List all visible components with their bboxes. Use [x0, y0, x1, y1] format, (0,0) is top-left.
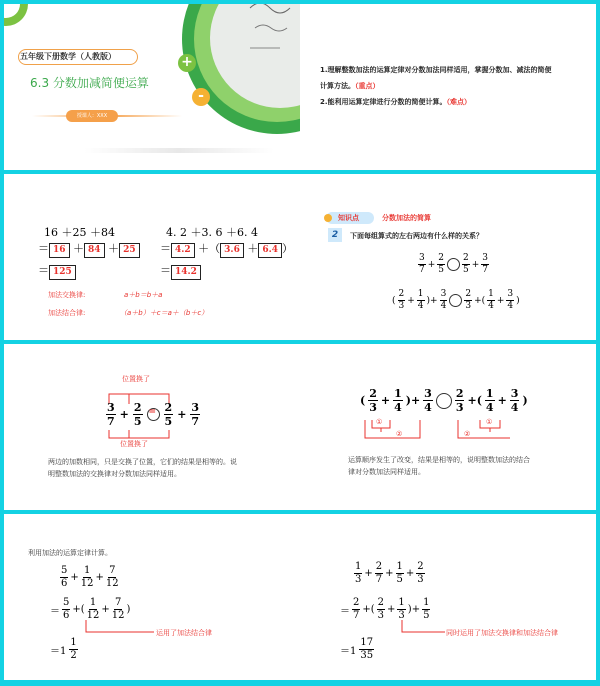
practice-intro: 利用加法的运算定律计算。 — [28, 549, 112, 557]
box-14-2: 14.2 — [171, 265, 201, 280]
box-25: 25 — [119, 243, 140, 258]
expr-a-result: ＝ 125 — [38, 262, 76, 280]
order-1-left: ① — [376, 418, 383, 426]
handwriting-photo — [210, 4, 300, 108]
associative-explanation: 运算顺序发生了改变，结果是相等的，说明整数加法的结合 律对分数加法同样适用。 — [348, 456, 530, 476]
box-16: 16 — [49, 243, 70, 258]
law-associative-formula: （a＋b）＋c＝a＋（b＋c） — [120, 309, 209, 317]
minus-icon: - — [192, 88, 210, 106]
slide-associative[interactable] — [300, 344, 596, 510]
practice-1-note: 运用了加法结合律 — [156, 629, 212, 637]
practice-2-note: 同时运用了加法交换律和加法结合律 — [446, 629, 558, 637]
example-number: 2 — [328, 228, 342, 242]
practice-2-step: ＝ $\frac{2}{7}$ +( $\frac{2}{3}$ + $\frac{1}{3}$ )+ $\frac{1}{5}$ — [340, 597, 430, 621]
commutative-equation: $\frac{3}{7}$ + $\frac{2}{5}$ = $\frac{2}{5}$ + $\frac{3}{7}$ — [107, 401, 200, 428]
page-title: 6.3 分数加减简便运算 — [30, 76, 149, 90]
slide-title[interactable] — [4, 4, 300, 170]
box-3-6: 3.6 — [220, 243, 244, 258]
question-text: 下面每组算式的左右两边有什么样的关系？ — [350, 232, 483, 240]
expr-b-step: ＝ 4.2 ＋（ 3.6 ＋ 6.4 ） — [160, 240, 293, 258]
practice-1-pointer — [84, 620, 164, 640]
equal-circle: = — [147, 408, 160, 421]
photo-circle — [210, 4, 300, 108]
practice-1-expr: $\frac{5}{6}$ + $\frac{1}{12}$ + $\frac{7}{12}$ — [61, 565, 119, 589]
box-125: 125 — [49, 265, 76, 280]
practice-1-step: ＝ $\frac{5}{6}$ +( $\frac{1}{12}$ + $\frac{7}{12}$ ) — [50, 597, 131, 621]
slide-integer-review[interactable] — [4, 174, 300, 340]
order-1-right: ① — [486, 418, 493, 426]
objective-line-1: 1.理解整数加法的运算定律对分数加法同样适用，掌握分数加、减法的简便 — [320, 66, 552, 74]
law-commutative-formula: a＋b＝b＋a — [124, 291, 163, 299]
expr-b-result: ＝ 14.2 — [160, 262, 201, 280]
order-brackets — [360, 420, 530, 442]
knowledge-badge: 知识点 — [338, 214, 359, 222]
law-commutative: 加法交换律: — [48, 291, 86, 299]
presenter-badge: 授课人：XXX — [66, 110, 118, 122]
compare-row-1: $\frac{3}{7}$ + $\frac{2}{5}$ $\frac{2}{5}$ + $\frac{3}{7}$ — [419, 253, 489, 275]
practice-1-result: ＝1 $\frac{1}{2}$ — [50, 637, 77, 661]
associative-equation: ( $\frac{2}{3}$ + $\frac{1}{4}$ )+ $\frac{3}{4}$ $\frac{2}{3}$ +( $\frac{1}{4}$ + $\frac{3}{4}$ ) — [360, 387, 528, 414]
badge-dot — [324, 214, 332, 222]
law-associative: 加法结合律: — [48, 309, 86, 317]
compare-circle-1[interactable] — [447, 258, 460, 271]
box-6-4: 6.4 — [258, 243, 282, 258]
section-heading: 分数加法的简算 — [382, 214, 431, 222]
practice-2-result: ＝1 $\frac{17}{35}$ — [340, 637, 374, 661]
practice-2-expr: $\frac{1}{3}$ + $\frac{2}{7}$ + $\frac{1}{5}$ + $\frac{2}{3}$ — [355, 561, 424, 585]
course-name: 五年级下册数学（人教版） — [20, 52, 116, 61]
compare-circle-2[interactable] — [449, 294, 462, 307]
expr-a-step: ＝ 16 ＋ 84 ＋ 25 — [38, 240, 140, 258]
slide-objectives[interactable] — [300, 4, 596, 170]
expr-a: 16 ＋25 ＋84 — [44, 226, 115, 239]
box-4-2: 4.2 — [171, 243, 195, 258]
difficulty-tag: （难点） — [446, 98, 472, 106]
key-tag: （重点） — [355, 82, 380, 90]
swap-label-bottom: 位置换了 — [120, 440, 148, 448]
order-2-right: ② — [464, 430, 471, 438]
expr-b: 4. 2 ＋3. 6 ＋6. 4 — [166, 226, 258, 239]
objective-line-3: 2.能利用运算定律进行分数的简便计算。（难点） — [320, 98, 472, 106]
plus-icon: + — [178, 54, 196, 72]
box-84: 84 — [84, 243, 105, 258]
objective-line-2: 计算方法。（重点） — [320, 82, 380, 90]
slide-practice-1[interactable] — [4, 514, 300, 680]
slide-knowledge[interactable] — [300, 174, 596, 340]
slide-commutative[interactable] — [4, 344, 300, 510]
shadow-bar — [84, 148, 274, 153]
order-2-left: ② — [396, 430, 403, 438]
objectives-text — [320, 62, 582, 110]
associative-circle — [436, 393, 452, 409]
compare-row-2: ( $\frac{2}{3}$ + $\frac{1}{4}$ )+ $\frac{3}{4}$ $\frac{2}{3}$ +( $\frac{1}{4}$ + $\frac{3}{4}$ ) — [392, 289, 520, 311]
practice-2-pointer — [400, 620, 450, 640]
slide-practice-2[interactable] — [300, 514, 596, 680]
swap-label-top: 位置换了 — [122, 375, 150, 383]
commutative-explanation: 两边的加数相同，只是交换了位置，它们的结果是相等的。说 明整数加法的交换律对分数加法同样适用。 — [48, 458, 237, 478]
